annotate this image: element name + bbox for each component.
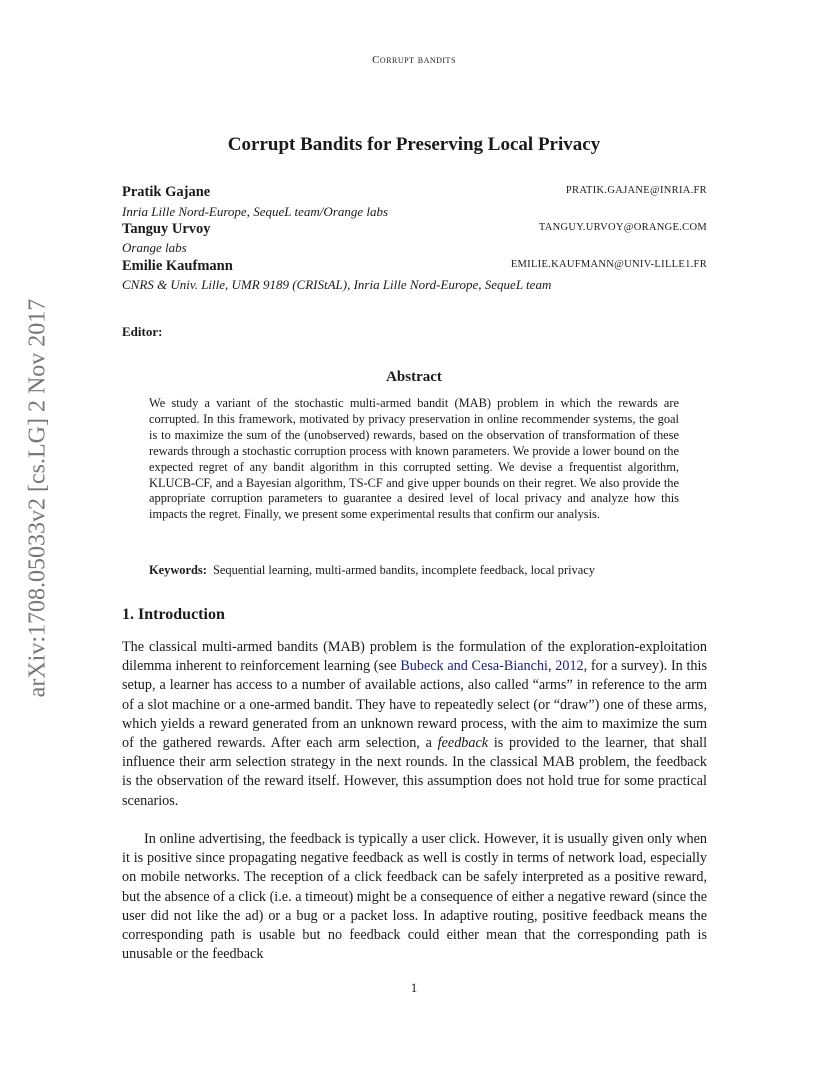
intro-paragraph-1 — [122, 638, 707, 811]
intro-paragraph-2: In online advertising, the feedback is typically a user click. However, it is usually given only when it is positive since propagating negative feedback as well is costly in terms of network load, especially on mobile networks. The reception of a click feedback can be safely interpreted as a positive reward, but the absence of a click (i.e. a timeout) might be a consequence of either a negative reward (since the user did not like the ad) or a bug or a packet loss. In adaptive routing, positive feedback means the corresponding path is usable but no feedback could either mean that the corresponding path is unusable or the feedback — [122, 831, 707, 963]
keywords-label: Keywords: — [149, 563, 207, 577]
abstract-heading: Abstract — [386, 369, 442, 385]
abstract-text: We study a variant of the stochastic multi-armed bandit (MAB) problem in which the rewards are corrupted. In this framework, motivated by privacy preservation in online recommender systems, the goal is to maximize the sum of the (unobserved) rewards, based on the observation of transformation of these rewards through a stochastic corruption process with known parameters. We provide a lower bound on the expected regret of any bandit algorithm in this corrupted setting. We devise a frequentist algorithm, KLUCB-CF, and a Bayesian algorithm, TS-CF and give upper bounds on their regret. We also provide the appropriate corruption parameters to guarantee a desired level of local privacy and analyze how this impacts the regret. Finally, we present some experimental results that confirm our analysis. — [149, 396, 679, 522]
author-email: TANGUY.URVOY@ORANGE.COM — [538, 222, 707, 233]
citation-separator: , — [548, 658, 556, 675]
author-affiliation: Inria Lille Nord-Europe, SequeL team/Orange labs — [122, 204, 389, 219]
author-name: Tanguy Urvoy — [122, 221, 211, 237]
author-affiliation: CNRS & Univ. Lille, UMR 9189 (CRIStAL), Inria Lille Nord-Europe, SequeL team — [122, 277, 552, 292]
arxiv-identifier — [6, 288, 66, 708]
author-block-3 — [122, 258, 707, 275]
emphasis-text: feedback — [437, 735, 489, 752]
editor-label: Editor: — [122, 324, 163, 339]
citation-link-year[interactable]: 2012 — [555, 658, 584, 675]
keywords-list: Sequential learning, multi-armed bandits, incomplete feedback, local privacy — [213, 563, 595, 577]
paragraph-text: is provided to the learner, that shall influence their arm selection strategy in the next rounds. In the classical MAB problem, the feedback is the observation of the reward itself. However, this assumption does not hold true for some practical scenarios. — [122, 735, 708, 809]
paragraph-text: The classical multi-armed bandits (MAB) problem is the formulation of the exploration-exploitation dilemma inherent to reinforcement learning (see — [122, 639, 707, 675]
section-heading: 1. Introduction — [122, 606, 225, 623]
running-head: Corrupt bandits — [372, 54, 456, 66]
arxiv-identifier-text: arXiv:1708.05033v2 [cs.LG] 2 Nov 2017 — [24, 298, 51, 698]
paragraph-text: , for a survey). In this setup, a learner has access to a number of available actions, also called “arms” in reference to the arm of a slot machine or a one-armed bandit. They have to repeatedly select (or “draw”) one of these arms, which yields a reward generated from an unknown reward process, with the aim to maximize the sum of the gathered rewards. After each arm selection, a — [122, 658, 707, 752]
author-block-2 — [122, 221, 707, 238]
citation-link-authors[interactable]: Bubeck and Cesa-Bianchi — [400, 658, 548, 675]
author-name: Pratik Gajane — [122, 184, 211, 200]
keywords — [149, 563, 689, 578]
author-email: PRATIK.GAJANE@INRIA.FR — [565, 185, 707, 196]
author-block-1 — [122, 184, 707, 201]
author-email: EMILIE.KAUFMANN@UNIV-LILLE1.FR — [510, 259, 707, 270]
paper-title: Corrupt Bandits for Preserving Local Privacy — [227, 134, 601, 155]
author-name: Emilie Kaufmann — [122, 258, 233, 274]
author-affiliation: Orange labs — [122, 240, 187, 255]
page-number: 1 — [410, 980, 418, 995]
